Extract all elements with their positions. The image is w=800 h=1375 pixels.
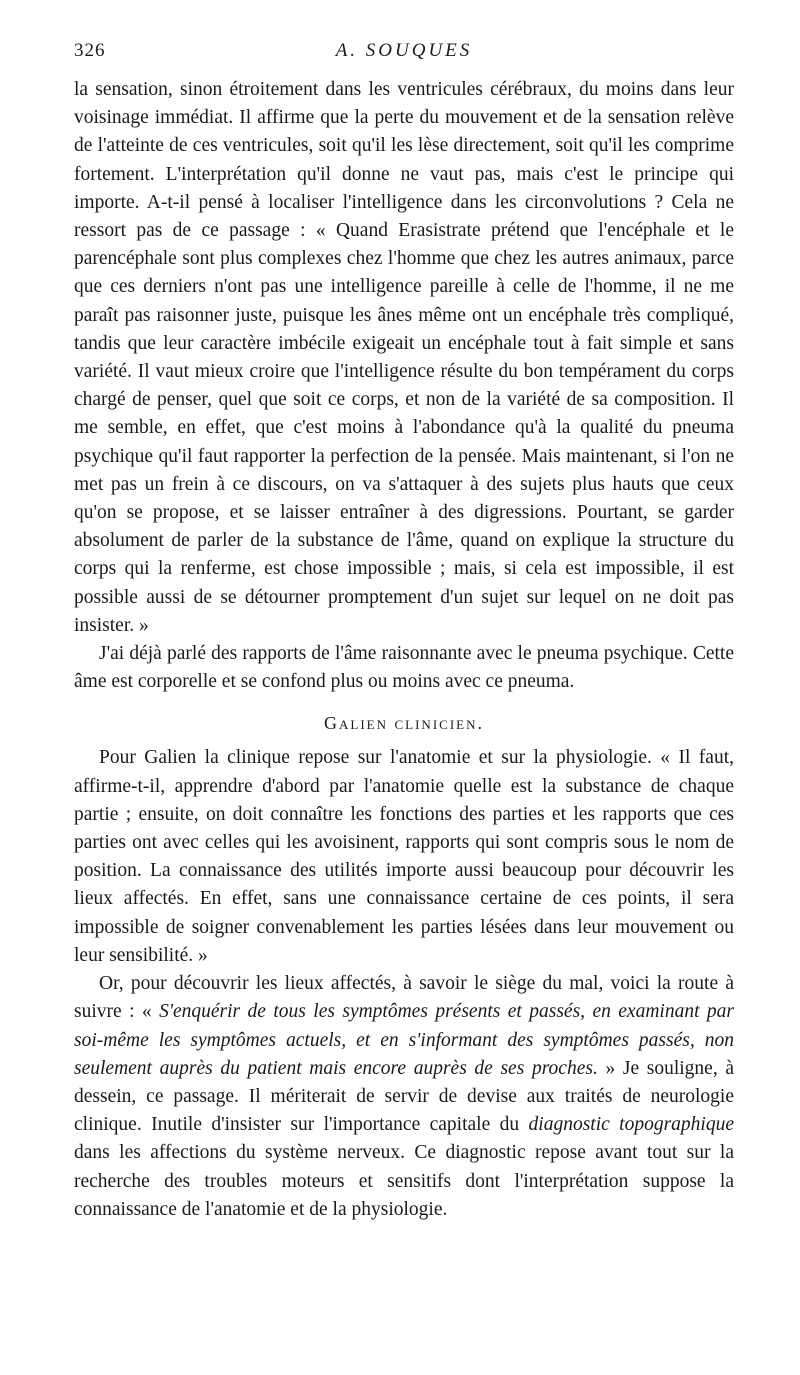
paragraph-4-text-a: Or, pour découvrir les lieux affectés, à savoir le siège du mal, voici la route à suivre : « (74, 973, 734, 1023)
paragraph-4-term-italic: diagnostic topographique (528, 1114, 734, 1136)
running-title: A. SOUQUES (335, 40, 473, 61)
paragraph-1: la sensation, sinon étroitement dans les ventricules cérébraux, du moins dans leur voisinage immédiat. Il affirme que la perte du mouvement et de la sensation relève de l'atteinte de ces ventricules, soit qu'il les lèse directement, soit qu'il les comprime fortement. L'interprétation qu'il donne ne vaut pas, mais c'est le principe qui importe. A-t-il pensé à localiser l'intelligence dans les circonvolutions ? Cela ne ressort pas de ce passage : « Quand Erasistrate prétend que l'encéphale et le parencéphale sont plus complexes chez l'homme que chez les autres animaux, parce que ces derniers n'ont pas une intelligence pareille à celle de l'homme, il ne me paraît pas raisonner juste, puisque les ânes même ont un encéphale très compliqué, tandis que leur caractère imbécile exigeait un encéphale tout à fait simple et sans variété. Il vaut mieux croire que l'intelligence résulte du bon tempérament du corps chargé de penser, quel que soit ce corps, et non de la variété de sa composition. Il me semble, en effet, que c'est moins à l'abondance qu'à la qualité du pneuma psychique qu'il faut rapporter la perfection de la pensée. Mais maintenant, si l'on ne met pas un frein à ce discours, on va s'attaquer à des sujets plus hauts que ceux qu'on se propose, et se laisser entraîner à des digressions. Pourtant, se garder absolument de parler de la substance de l'âme, quand on explique la structure du corps qui la renferme, est chose impossible ; mais, si cela est impossible, il est possible aussi de se détourner promptement d'un sujet sur lequel on ne doit pas insister. » (74, 79, 734, 636)
paragraph-4 (74, 970, 734, 1224)
paragraph-4-quote-italic: S'enquérir de tous les symptômes présents et passés, en examinant par soi-même les symptômes actuels, et en s'informant des symptômes passés, non seulement auprès du patient mais encore auprès de ses proches. (74, 1001, 734, 1079)
paragraph-2: J'ai déjà parlé des rapports de l'âme raisonnante avec le pneuma psychique. Cette âme est corporelle et se confond plus ou moins avec ce pneuma. (74, 643, 734, 693)
body-text (74, 76, 734, 1224)
paragraph-4-text-c: » Je souligne, à dessein, ce passage. Il mériterait de servir de devise aux traités de neurologie clinique. Inutile d'insister sur l'importance capitale du (74, 1057, 734, 1136)
paragraph-4-text-e: dans les affections du système nerveux. Ce diagnostic repose avant tout sur la recherche des troubles moteurs et sensitifs dont l'interprétation suppose la connaissance de l'anatomie et de la physiologie. (74, 1142, 734, 1220)
book-page (74, 40, 734, 1224)
section-heading: Galien clinicien. (324, 713, 484, 734)
running-head (74, 40, 734, 66)
paragraph-3: Pour Galien la clinique repose sur l'anatomie et sur la physiologie. « Il faut, affirme-t-il, apprendre d'abord par l'anatomie quelle est la substance de chaque partie ; ensuite, on doit connaître les fonctions des parties et les rapports que ces parties ont avec celles qui les avoisinent, rapports qui sont compris sous le nom de position. La connaissance des utilités importe aussi beaucoup pour découvrir les lieux affectés. En effet, sans une connaissance certaine de ces points, il sera impossible de soigner convenablement les parties lésées dans leur mouvement ou leur sensibilité. » (74, 747, 734, 966)
page-number: 326 (74, 40, 106, 61)
